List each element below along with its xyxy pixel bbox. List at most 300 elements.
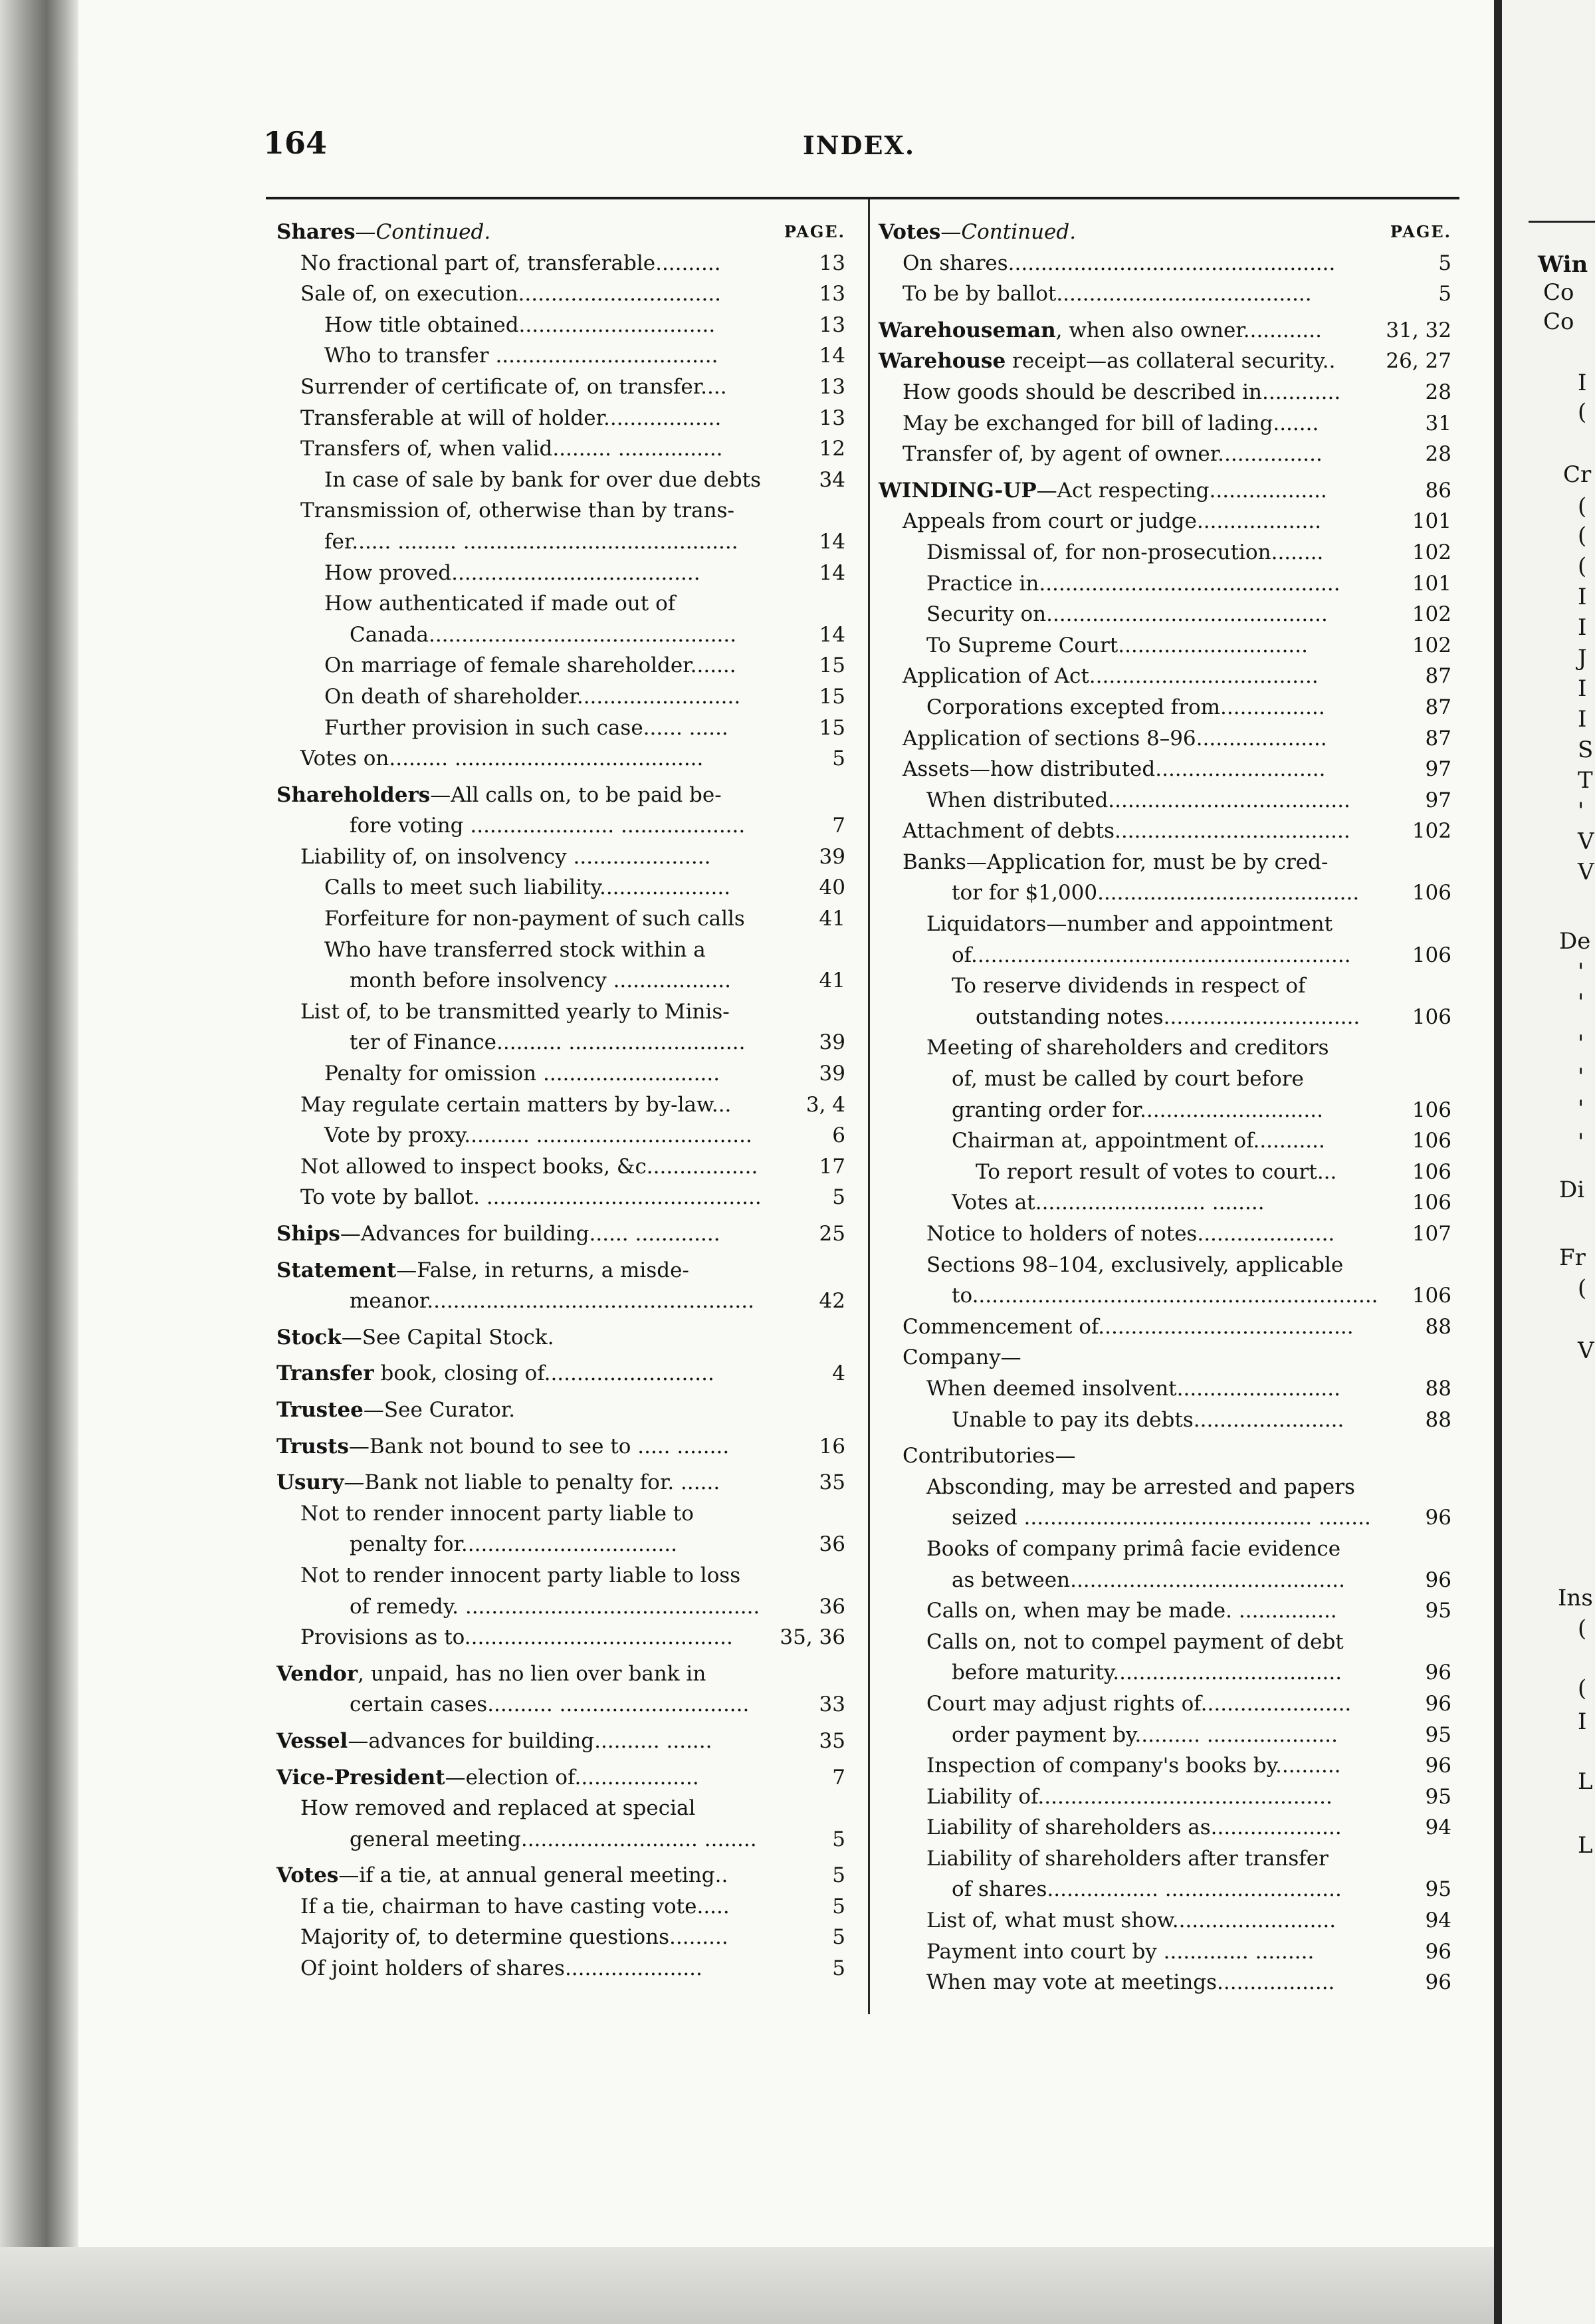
index-entry-text (276, 1762, 699, 1794)
page-reference: 15 (815, 681, 845, 713)
index-entry (879, 537, 1451, 568)
page-reference: 96 (1422, 1750, 1451, 1782)
index-subtext: fore voting ...................... ................... (350, 814, 746, 838)
index-subtext: Forfeiture for non-payment of such calls (324, 907, 745, 931)
index-subtext: Votes at.......................... ........ (952, 1191, 1265, 1215)
index-entry (879, 630, 1451, 661)
page-bottom-shadow (0, 2247, 1592, 2324)
index-entry (276, 433, 845, 465)
index-entry (276, 1560, 845, 1591)
index-entry (879, 1342, 1451, 1373)
index-entry-text (324, 681, 740, 713)
index-subtext: Surrender of certificate of, on transfer.... (300, 374, 727, 399)
index-subtext: receipt—as collateral security.. (1006, 349, 1336, 374)
index-entry (879, 1064, 1451, 1095)
index-subtext: as between.......................................... (952, 1568, 1345, 1592)
page-reference: 12 (815, 433, 845, 465)
index-entry-text (976, 1157, 1336, 1188)
index-subtext: Contributories— (903, 1444, 1076, 1468)
page-reference: 87 (1422, 661, 1451, 692)
page-reference: 106 (1408, 940, 1451, 971)
index-entry-text (300, 1793, 695, 1824)
index-subtext: Notice to holders of notes..................... (926, 1222, 1335, 1246)
index-entry-text (300, 1498, 694, 1530)
index-subtext: Security on........................................... (926, 602, 1328, 627)
index-entry (879, 248, 1451, 279)
facing-page-text: Co (1543, 279, 1574, 306)
index-entry (276, 495, 845, 526)
index-subtext: Penalty for omission ........................... (324, 1062, 720, 1086)
index-entry (879, 1502, 1451, 1534)
index-entry (276, 965, 845, 996)
facing-page-text: I (1578, 614, 1587, 641)
page-reference: 106 (1408, 1187, 1451, 1219)
page-reference: 88 (1422, 1405, 1451, 1436)
index-entry-text (926, 1843, 1329, 1875)
index-subtext: Meeting of shareholders and creditors (926, 1036, 1329, 1060)
index-subtext: Calls on, when may be made. ............... (926, 1599, 1337, 1623)
page-reference: 87 (1422, 723, 1451, 755)
index-entry (276, 650, 845, 681)
index-entry-text (276, 1358, 714, 1389)
index-entry-text (350, 1824, 757, 1855)
page-reference: 41 (815, 965, 845, 996)
index-entry (879, 346, 1451, 377)
index-subtext: Not to render innocent party liable to loss (300, 1563, 741, 1587)
index-entry (276, 279, 845, 310)
index-entry-text (952, 1064, 1304, 1095)
page-reference: 102 (1408, 537, 1451, 568)
index-entry (879, 439, 1451, 470)
index-subtext: book, closing of.......................... (373, 1361, 714, 1386)
index-entry-text (300, 1560, 740, 1591)
index-subtext: —Continued. (355, 220, 491, 244)
index-heading: Votes (879, 220, 941, 244)
index-entry-text (903, 1441, 1075, 1472)
index-heading: Ships (276, 1222, 340, 1246)
index-subtext: of.......................................................... (952, 943, 1351, 967)
index-entry-text (276, 1467, 720, 1498)
page-reference: 13 (815, 403, 845, 434)
index-entry (276, 1395, 845, 1426)
page-reference: 28 (1422, 439, 1451, 470)
facing-page-text: L (1578, 1768, 1593, 1795)
index-entry (276, 1659, 845, 1690)
index-subtext: —Act respecting.................. (1036, 478, 1327, 503)
index-entry (879, 1720, 1451, 1751)
index-subtext: , when also owner............ (1055, 318, 1322, 342)
index-heading: Statement (276, 1258, 397, 1282)
index-subtext: May be exchanged for bill of lading....... (903, 411, 1319, 435)
index-entry-text (926, 1534, 1340, 1565)
index-subtext: May regulate certain matters by by-law... (300, 1092, 732, 1117)
index-entry (879, 1565, 1451, 1596)
facing-page-text: ( (1578, 553, 1587, 580)
index-entry (879, 1280, 1451, 1312)
index-subtext: —False, in returns, a misde- (396, 1258, 689, 1282)
page-reference: 97 (1422, 754, 1451, 785)
page-reference: 5 (828, 1922, 845, 1953)
page-reference: 6 (828, 1120, 845, 1151)
facing-page-text: Ins (1558, 1585, 1593, 1611)
index-entry-text (276, 1395, 515, 1426)
page-reference: 101 (1408, 506, 1451, 537)
index-entry-text (324, 558, 700, 589)
page-reference: 101 (1408, 568, 1451, 600)
index-entry-text (324, 935, 706, 966)
page-reference: 33 (815, 1689, 845, 1720)
page-reference: 3, 4 (802, 1090, 845, 1121)
facing-page-text: I (1578, 706, 1587, 733)
entry-gap (276, 774, 845, 780)
index-subtext: certain cases.......... ............................. (350, 1692, 750, 1717)
index-subtext: To Supreme Court............................. (926, 633, 1308, 657)
page-reference: 15 (815, 650, 845, 681)
index-entry-text (903, 723, 1327, 755)
index-entry (879, 940, 1451, 971)
index-entry-text (350, 620, 736, 651)
index-entry (879, 599, 1451, 630)
index-subtext: On death of shareholder......................... (324, 684, 741, 709)
facing-page-text: Fr (1559, 1244, 1586, 1271)
index-entry-text (324, 713, 728, 744)
index-subtext: When deemed insolvent......................... (926, 1376, 1340, 1401)
index-entry-text (926, 1032, 1329, 1064)
index-entry-text (324, 465, 761, 496)
index-entry-text (324, 340, 718, 372)
left-index-column (276, 217, 845, 1984)
facing-page-text: ' (1578, 989, 1584, 1016)
index-subtext: Assets—how distributed.......................... (903, 757, 1326, 782)
facing-page-text: ' (1578, 1096, 1584, 1122)
index-subtext: On marriage of female shareholder....... (324, 653, 736, 678)
entry-gap (276, 1353, 845, 1358)
index-heading: Vessel (276, 1728, 348, 1753)
index-subtext: No fractional part of, transferable.......... (300, 251, 721, 275)
index-entry-text (276, 1726, 712, 1757)
index-subtext: Company— (903, 1345, 1021, 1370)
page-reference: 14 (815, 620, 845, 651)
running-head: INDEX. (803, 130, 916, 160)
index-subtext: List of, to be transmitted yearly to Minis- (300, 999, 730, 1024)
page-reference: 106 (1408, 1125, 1451, 1157)
page-reference: 39 (815, 1027, 845, 1058)
index-subtext: Not to render innocent party liable to (300, 1501, 694, 1526)
index-entry-text (926, 568, 1340, 600)
index-subtext: Sections 98–104, exclusively, applicable (926, 1252, 1344, 1277)
index-entry-text (926, 1373, 1340, 1405)
facing-page-text: Win (1538, 251, 1588, 278)
index-entry-text (300, 1622, 733, 1653)
index-entry-text (276, 780, 722, 811)
entry-gap (276, 1462, 845, 1467)
index-entry-text (324, 526, 738, 558)
index-entry-text (926, 1782, 1332, 1813)
facing-page-text: V (1578, 828, 1594, 855)
page-column-label: PAGE. (780, 217, 845, 248)
entry-gap (276, 1317, 845, 1322)
index-entry (879, 1002, 1451, 1033)
index-entry (879, 1595, 1451, 1627)
index-entry-text (879, 315, 1322, 346)
index-entry (276, 558, 845, 589)
index-entry (276, 1151, 845, 1183)
entry-gap (276, 1250, 845, 1255)
index-entry-text (300, 495, 734, 526)
facing-page-fragment (1502, 0, 1592, 2324)
index-subtext: How proved...................................... (324, 560, 700, 585)
page-reference: 86 (1422, 475, 1451, 507)
index-entry (879, 1905, 1451, 1936)
index-entry-text (350, 1529, 677, 1560)
index-subtext: —Advances for building...... ............. (340, 1222, 720, 1246)
page-reference: 13 (815, 372, 845, 403)
index-entry-text (903, 408, 1319, 439)
index-entry (879, 1157, 1451, 1188)
index-entry-text (903, 847, 1328, 878)
index-subtext: Dismissal of, for non-prosecution........ (926, 540, 1324, 564)
index-subtext: Inspection of company's books by.......... (926, 1754, 1341, 1778)
index-entry-text (952, 1565, 1345, 1596)
facing-page-rule (1529, 221, 1595, 223)
index-entry-text (952, 1095, 1323, 1126)
facing-page-text: ' (1578, 1030, 1584, 1057)
index-subtext: List of, what must show......................... (926, 1909, 1336, 1933)
page-reference: 88 (1422, 1312, 1451, 1343)
index-entry (276, 1219, 845, 1250)
index-entry-text (879, 346, 1335, 377)
index-entry-text (903, 754, 1325, 785)
page-reference: 106 (1408, 877, 1451, 909)
index-subtext: month before insolvency .................. (350, 969, 731, 993)
index-subtext: Absconding, may be arrested and papers (926, 1474, 1355, 1499)
index-entry (276, 403, 845, 434)
page-reference: 26, 27 (1382, 346, 1451, 377)
index-entry (879, 1032, 1451, 1064)
page-reference: 96 (1422, 1936, 1451, 1968)
index-heading: Trustee (276, 1397, 364, 1422)
index-entry (879, 1967, 1451, 1998)
facing-page-text: ( (1578, 523, 1587, 549)
facing-page-text: ' (1578, 798, 1584, 824)
page-reference: 36 (815, 1529, 845, 1560)
index-subtext: to.............................................................. (952, 1284, 1378, 1308)
index-entry-text (926, 909, 1332, 940)
page-reference: 88 (1422, 1373, 1451, 1405)
index-subtext: How title obtained.............................. (324, 312, 716, 337)
facing-page-text: J (1578, 645, 1587, 671)
index-entry (879, 1312, 1451, 1343)
index-entry (276, 1431, 845, 1462)
index-entry (879, 754, 1451, 785)
index-entry-text (324, 872, 730, 903)
index-entry-text (350, 1027, 745, 1058)
index-entry-text (926, 692, 1325, 723)
index-subtext: Books of company primâ facie evidence (926, 1536, 1341, 1561)
page-reference: 87 (1422, 692, 1451, 723)
index-subtext: Application of sections 8–96.................... (903, 726, 1327, 751)
page-reference: 96 (1422, 1502, 1451, 1534)
index-entry (276, 526, 845, 558)
index-entry-text (926, 1688, 1351, 1720)
index-entry-text (324, 903, 745, 935)
index-entry-text (350, 1591, 760, 1623)
index-entry (879, 279, 1451, 310)
facing-page-text: Di (1559, 1177, 1585, 1203)
index-subtext: Corporations excepted from................ (926, 695, 1325, 719)
index-entry-text (300, 743, 703, 774)
index-entry-text (926, 1627, 1344, 1658)
index-entry-text (926, 1219, 1334, 1250)
index-subtext: Majority of, to determine questions......... (300, 1925, 728, 1950)
index-entry-text (276, 1322, 554, 1353)
page-reference: 5 (1434, 279, 1451, 310)
index-entry-text (350, 810, 745, 842)
page-number: 164 (263, 125, 328, 161)
index-entry (879, 1812, 1451, 1843)
index-entry (879, 1843, 1451, 1875)
index-subtext: Practice in.............................................. (926, 571, 1340, 596)
page-reference: 36 (815, 1591, 845, 1623)
facing-page-text: Cr (1563, 461, 1592, 488)
facing-page-text: ' (1578, 1064, 1584, 1090)
page-reference: 106 (1408, 1157, 1451, 1188)
facing-page-text: ( (1578, 493, 1587, 520)
facing-page-text: I (1578, 370, 1587, 396)
entry-gap (879, 1435, 1451, 1441)
page-reference: 96 (1422, 1967, 1451, 1998)
index-entry (879, 315, 1451, 346)
header-rule (266, 197, 1459, 199)
index-entry-text (300, 996, 730, 1028)
index-heading: Warehouseman (879, 318, 1056, 342)
index-entry (879, 692, 1451, 723)
page-reference: 97 (1422, 785, 1451, 816)
index-entry (879, 1688, 1451, 1720)
index-entry-text (324, 1120, 752, 1151)
index-subtext: Of joint holders of shares..................... (300, 1956, 702, 1981)
page-reference: 5 (828, 743, 845, 774)
index-subtext: general meeting........................... ........ (350, 1827, 757, 1851)
entry-gap (879, 470, 1451, 475)
index-entry-text (952, 1720, 1338, 1751)
index-entry (276, 248, 845, 279)
page-reference: 95 (1422, 1720, 1451, 1751)
index-subtext: Not allowed to inspect books, &c................. (300, 1154, 758, 1179)
index-entry (276, 465, 845, 496)
index-entry-text (300, 248, 721, 279)
page-column-label: PAGE. (1386, 217, 1451, 248)
page-reference: 106 (1408, 1280, 1451, 1312)
page-reference: 94 (1422, 1905, 1451, 1936)
index-entry-text (926, 630, 1308, 661)
page-reference: 107 (1408, 1219, 1451, 1250)
index-entry-text (300, 1182, 762, 1213)
index-entry (276, 1286, 845, 1317)
index-subtext: meanor.................................................. (350, 1289, 754, 1314)
index-entry (276, 1090, 845, 1121)
index-entry (276, 1529, 845, 1560)
index-entry (879, 1125, 1451, 1157)
index-subtext: Further provision in such case...... ...... (324, 715, 728, 740)
index-entry-text (276, 1219, 720, 1250)
entry-gap (276, 1720, 845, 1726)
index-entry-text (926, 1967, 1334, 1998)
index-subtext: —Continued. (940, 220, 1077, 244)
index-heading: Shares (276, 220, 356, 244)
index-subtext: Provisions as to......................................... (300, 1625, 733, 1650)
index-entry-text (350, 1286, 754, 1317)
page-reference: 13 (815, 279, 845, 310)
page-reference: 31, 32 (1382, 315, 1451, 346)
index-subtext: fer...... ......... .......................................... (324, 529, 738, 554)
index-entry-text (952, 1125, 1325, 1157)
index-subtext: ter of Finance.......... ........................... (350, 1030, 746, 1055)
index-entry-text (926, 537, 1323, 568)
index-entry (276, 903, 845, 935)
index-subtext: —if a tie, at annual general meeting.. (338, 1863, 728, 1888)
index-heading: WINDING-UP (879, 478, 1037, 503)
index-subtext: How authenticated if made out of (324, 592, 676, 616)
index-entry-text (300, 1090, 731, 1121)
index-entry-text (324, 588, 675, 620)
index-subtext: Payment into court by ............. ......... (926, 1939, 1315, 1964)
page-reference: 95 (1422, 1874, 1451, 1905)
index-entry-text (903, 661, 1319, 692)
index-entry (276, 681, 845, 713)
index-entry-text (926, 1472, 1355, 1503)
facing-page-text: I (1578, 1708, 1587, 1735)
index-subtext: Sale of, on execution............................... (300, 282, 722, 306)
index-entry-text (324, 310, 715, 341)
index-entry-text (903, 279, 1312, 310)
index-entry-text (903, 506, 1321, 537)
index-entry-text (952, 1502, 1371, 1534)
page-reference: 5 (828, 1891, 845, 1922)
index-entry (276, 1027, 845, 1058)
facing-page-text: ( (1578, 1675, 1587, 1702)
index-entry-text (300, 1151, 758, 1183)
index-entry-text (926, 599, 1328, 630)
page-reference: 17 (815, 1151, 845, 1183)
index-entry (879, 1627, 1451, 1658)
index-entry-text (276, 1659, 706, 1690)
page-reference: 95 (1422, 1595, 1451, 1627)
index-subtext: When distributed..................................... (926, 788, 1350, 812)
index-subtext: Appeals from court or judge................... (903, 509, 1322, 534)
index-entry (276, 372, 845, 403)
index-entry-text (300, 1891, 730, 1922)
book-binding-shadow (0, 0, 78, 2324)
index-entry-text (300, 403, 721, 434)
facing-page-edge (1494, 0, 1502, 2324)
index-entry-text (300, 279, 721, 310)
index-entry-text (926, 1750, 1341, 1782)
index-entry (276, 1182, 845, 1213)
index-entry (276, 1793, 845, 1824)
index-subtext: Court may adjust rights of....................... (926, 1691, 1352, 1716)
index-entry (879, 847, 1451, 878)
index-heading: Stock (276, 1325, 342, 1349)
index-entry (879, 877, 1451, 909)
index-entry-text (903, 439, 1323, 470)
index-entry (276, 1498, 845, 1530)
index-subtext: When may vote at meetings.................. (926, 1970, 1335, 1995)
index-entry-text (300, 372, 727, 403)
page-reference: 16 (815, 1431, 845, 1462)
index-subtext: Unable to pay its debts....................... (952, 1407, 1344, 1432)
index-entry (879, 1534, 1451, 1565)
